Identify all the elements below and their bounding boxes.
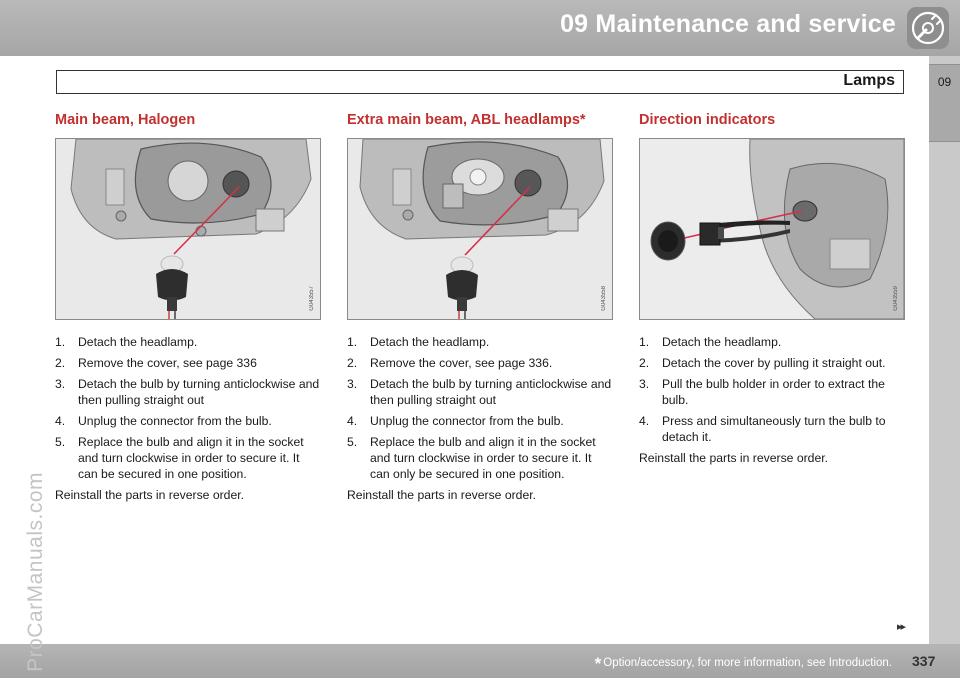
step-list (55, 334, 321, 482)
list-item: 4. Unplug the connector from the bulb. (347, 414, 564, 428)
column-heading: Extra main beam, ABL headlamps* (347, 112, 586, 128)
footnote-star: * (594, 654, 602, 673)
section-title: Lamps (843, 72, 895, 89)
closing-note: Reinstall the parts in reverse order. (347, 488, 536, 502)
headlamp-halogen-figure (55, 138, 321, 320)
list-item: 1. Detach the headlamp. (55, 335, 198, 349)
chapter-tab-number: 09 (937, 75, 952, 89)
list-item: 2. Detach the cover by pulling it straight out. (639, 356, 886, 370)
page-number: 337 (912, 653, 936, 669)
list-item: 4. Unplug the connector from the bulb. (55, 414, 272, 428)
list-item: 1. Detach the headlamp. (639, 335, 782, 349)
footnote-text: Option/accessory, for more information, see Introduction. (603, 657, 892, 669)
list-item: 1. Detach the headlamp. (347, 335, 490, 349)
closing-note: Reinstall the parts in reverse order. (55, 488, 244, 502)
list-item: 3. Detach the bulb by turning anticlockwise and then pulling straight out (347, 377, 612, 407)
headlamp-illustration (640, 139, 904, 319)
chapter-header-band (0, 0, 960, 56)
column-heading: Direction indicators (639, 112, 776, 128)
figure-code: G043559 (893, 286, 899, 311)
list-item: 4. Press and simultaneously turn the bulb to detach it. (639, 414, 886, 444)
continued-arrows-icon: ▸▸ (897, 621, 905, 633)
footer-band (0, 644, 960, 678)
section-title-bar (56, 70, 904, 94)
column-heading: Main beam, Halogen (55, 112, 196, 128)
column-extra-main-beam (347, 112, 613, 503)
direction-indicator-figure (639, 138, 905, 320)
headlamp-illustration (348, 139, 612, 319)
chapter-title: 09 Maintenance and service (560, 10, 896, 38)
list-item: 3. Pull the bulb holder in order to extract the bulb. (639, 377, 885, 407)
headlamp-illustration (56, 139, 320, 319)
chapter-side-strip (929, 56, 960, 644)
watermark-text: ProCarManuals.com (24, 472, 47, 672)
chapter-tab[interactable] (929, 64, 960, 142)
list-item: 5. Replace the bulb and align it in the socket and turn clockwise in order to secure it. It can only be secured in one position. (347, 435, 596, 481)
watermark (24, 212, 54, 672)
column-main-beam-halogen (55, 112, 321, 503)
list-item: 5. Replace the bulb and align it in the socket and turn clockwise in order to secure it. It can be secured in one position. (55, 435, 304, 481)
step-list (639, 334, 905, 445)
figure-code: G043557 (309, 286, 315, 311)
headlamp-abl-figure (347, 138, 613, 320)
list-item: 2. Remove the cover, see page 336 (55, 356, 257, 370)
list-item: 2. Remove the cover, see page 336. (347, 356, 553, 370)
footnote (595, 654, 892, 674)
column-direction-indicators (639, 112, 905, 466)
figure-code: G043558 (601, 286, 607, 311)
closing-note: Reinstall the parts in reverse order. (639, 451, 828, 465)
list-item: 3. Detach the bulb by turning anticlockwise and then pulling straight out (55, 377, 320, 407)
wrench-gear-icon (906, 6, 950, 50)
step-list (347, 334, 613, 482)
